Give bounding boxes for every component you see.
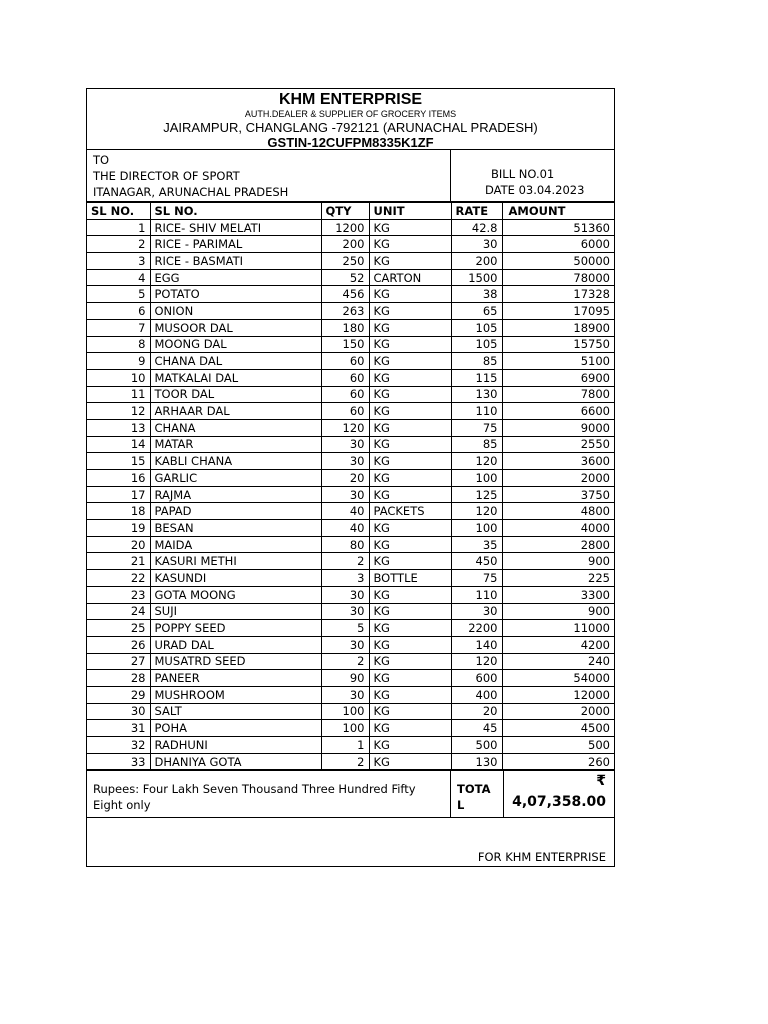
- item-name: CHANA: [150, 419, 321, 436]
- item-serial: 9: [87, 353, 150, 370]
- item-unit: KG: [369, 737, 451, 754]
- item-serial: 18: [87, 503, 150, 520]
- item-amount: 11000: [502, 620, 614, 637]
- item-serial: 3: [87, 253, 150, 270]
- item-qty: 120: [321, 419, 369, 436]
- item-rate: 85: [451, 436, 502, 453]
- recipient-name: THE DIRECTOR OF SPORT: [93, 169, 240, 183]
- column-header: UNIT: [369, 203, 451, 220]
- item-qty: 5: [321, 620, 369, 637]
- item-name: RAJMA: [150, 486, 321, 503]
- item-unit: KG: [369, 753, 451, 770]
- item-unit: KG: [369, 353, 451, 370]
- item-unit: KG: [369, 553, 451, 570]
- column-header: QTY: [321, 203, 369, 220]
- bill-number: BILL NO.01: [491, 167, 555, 181]
- bill-date: DATE 03.04.2023: [485, 183, 585, 197]
- item-unit: KG: [369, 686, 451, 703]
- amount-in-words: Rupees: Four Lakh Seven Thousand Three Hundred Fifty Eight only: [93, 782, 416, 813]
- item-amount: 51360: [502, 219, 614, 236]
- table-row: [87, 369, 614, 386]
- table-row: [87, 720, 614, 737]
- item-unit: KG: [369, 536, 451, 553]
- item-rate: 600: [451, 670, 502, 687]
- table-row: [87, 253, 614, 270]
- item-rate: 120: [451, 453, 502, 470]
- item-qty: 2: [321, 653, 369, 670]
- item-amount: 9000: [502, 419, 614, 436]
- item-qty: 200: [321, 236, 369, 253]
- item-unit: CARTON: [369, 269, 451, 286]
- item-name: DHANIYA GOTA: [150, 753, 321, 770]
- table-row: [87, 553, 614, 570]
- item-unit: KG: [369, 486, 451, 503]
- item-amount: 2550: [502, 436, 614, 453]
- item-qty: 100: [321, 720, 369, 737]
- item-amount: 2000: [502, 703, 614, 720]
- item-name: ONION: [150, 303, 321, 320]
- item-name: EGG: [150, 269, 321, 286]
- table-header-row: [87, 203, 614, 220]
- item-name: RICE - BASMATI: [150, 253, 321, 270]
- item-rate: 130: [451, 386, 502, 403]
- item-unit: KG: [369, 636, 451, 653]
- item-rate: 100: [451, 520, 502, 537]
- item-unit: KG: [369, 303, 451, 320]
- item-qty: 30: [321, 436, 369, 453]
- item-amount: 4500: [502, 720, 614, 737]
- item-rate: 30: [451, 236, 502, 253]
- item-qty: 40: [321, 503, 369, 520]
- item-serial: 4: [87, 269, 150, 286]
- item-amount: 3300: [502, 586, 614, 603]
- items-table: [87, 202, 614, 770]
- table-row: [87, 269, 614, 286]
- item-qty: 2: [321, 753, 369, 770]
- item-rate: 110: [451, 586, 502, 603]
- table-row: [87, 436, 614, 453]
- table-row: [87, 353, 614, 370]
- item-name: RADHUNI: [150, 737, 321, 754]
- item-rate: 140: [451, 636, 502, 653]
- table-row: [87, 737, 614, 754]
- item-qty: 30: [321, 603, 369, 620]
- item-unit: KG: [369, 386, 451, 403]
- item-unit: BOTTLE: [369, 570, 451, 587]
- item-name: RICE- SHIV MELATI: [150, 219, 321, 236]
- item-unit: KG: [369, 419, 451, 436]
- total-label: TOTAL: [457, 782, 491, 813]
- item-name: SALT: [150, 703, 321, 720]
- item-amount: 3750: [502, 486, 614, 503]
- item-serial: 21: [87, 553, 150, 570]
- item-rate: 105: [451, 319, 502, 336]
- item-unit: KG: [369, 620, 451, 637]
- item-unit: KG: [369, 470, 451, 487]
- item-serial: 5: [87, 286, 150, 303]
- item-qty: 30: [321, 586, 369, 603]
- item-unit: KG: [369, 720, 451, 737]
- item-amount: 500: [502, 737, 614, 754]
- item-serial: 19: [87, 520, 150, 537]
- item-serial: 29: [87, 686, 150, 703]
- item-rate: 500: [451, 737, 502, 754]
- item-qty: 60: [321, 353, 369, 370]
- table-row: [87, 603, 614, 620]
- table-row: [87, 453, 614, 470]
- item-name: SUJI: [150, 603, 321, 620]
- item-name: MAIDA: [150, 536, 321, 553]
- item-serial: 2: [87, 236, 150, 253]
- signature-row: [87, 817, 614, 866]
- table-row: [87, 753, 614, 770]
- item-amount: 260: [502, 753, 614, 770]
- item-serial: 24: [87, 603, 150, 620]
- invoice-header: [87, 89, 614, 150]
- item-rate: 1500: [451, 269, 502, 286]
- item-amount: 15750: [502, 336, 614, 353]
- item-rate: 30: [451, 603, 502, 620]
- item-name: GOTA MOONG: [150, 586, 321, 603]
- table-row: [87, 219, 614, 236]
- table-row: [87, 503, 614, 520]
- item-name: ARHAAR DAL: [150, 403, 321, 420]
- item-name: MOONG DAL: [150, 336, 321, 353]
- item-rate: 200: [451, 253, 502, 270]
- table-row: [87, 470, 614, 487]
- item-amount: 4200: [502, 636, 614, 653]
- item-unit: KG: [369, 670, 451, 687]
- item-qty: 3: [321, 570, 369, 587]
- item-unit: KG: [369, 319, 451, 336]
- item-unit: KG: [369, 453, 451, 470]
- item-rate: 45: [451, 720, 502, 737]
- column-header: SL NO.: [150, 203, 321, 220]
- item-unit: KG: [369, 236, 451, 253]
- recipient-block: [87, 150, 614, 202]
- item-serial: 11: [87, 386, 150, 403]
- item-rate: 75: [451, 570, 502, 587]
- item-qty: 263: [321, 303, 369, 320]
- table-row: [87, 670, 614, 687]
- item-amount: 18900: [502, 319, 614, 336]
- item-amount: 7800: [502, 386, 614, 403]
- item-rate: 450: [451, 553, 502, 570]
- item-amount: 3600: [502, 453, 614, 470]
- signature-label: FOR KHM ENTERPRISE: [477, 850, 606, 865]
- item-rate: 105: [451, 336, 502, 353]
- item-rate: 110: [451, 403, 502, 420]
- item-rate: 130: [451, 753, 502, 770]
- item-amount: 2000: [502, 470, 614, 487]
- item-amount: 54000: [502, 670, 614, 687]
- item-serial: 6: [87, 303, 150, 320]
- items-body: [87, 219, 614, 770]
- item-rate: 100: [451, 470, 502, 487]
- table-row: [87, 536, 614, 553]
- item-unit: PACKETS: [369, 503, 451, 520]
- item-rate: 35: [451, 536, 502, 553]
- item-name: MUSATRD SEED: [150, 653, 321, 670]
- item-amount: 225: [502, 570, 614, 587]
- item-amount: 6900: [502, 369, 614, 386]
- item-amount: 78000: [502, 269, 614, 286]
- table-row: [87, 486, 614, 503]
- grand-total: 4,07,358.00: [512, 794, 606, 811]
- recipient-location: ITANAGAR, ARUNACHAL PRADESH: [93, 185, 289, 199]
- table-row: [87, 403, 614, 420]
- item-unit: KG: [369, 219, 451, 236]
- item-name: PAPAD: [150, 503, 321, 520]
- item-serial: 31: [87, 720, 150, 737]
- item-name: MATKALAI DAL: [150, 369, 321, 386]
- table-row: [87, 520, 614, 537]
- item-name: CHANA DAL: [150, 353, 321, 370]
- item-amount: 240: [502, 653, 614, 670]
- recipient-address: [93, 152, 288, 200]
- item-rate: 2200: [451, 620, 502, 637]
- item-qty: 30: [321, 453, 369, 470]
- item-qty: 30: [321, 486, 369, 503]
- recipient-to: TO: [93, 153, 110, 167]
- company-tagline: AUTH.DEALER & SUPPLIER OF GROCERY ITEMS: [244, 109, 457, 119]
- rupee-symbol: ₹: [596, 773, 606, 790]
- item-rate: 42.8: [451, 219, 502, 236]
- item-serial: 30: [87, 703, 150, 720]
- item-qty: 180: [321, 319, 369, 336]
- item-qty: 100: [321, 703, 369, 720]
- item-unit: KG: [369, 603, 451, 620]
- item-unit: KG: [369, 703, 451, 720]
- item-name: GARLIC: [150, 470, 321, 487]
- item-qty: 456: [321, 286, 369, 303]
- item-name: RICE - PARIMAL: [150, 236, 321, 253]
- item-qty: 30: [321, 686, 369, 703]
- item-serial: 1: [87, 219, 150, 236]
- item-rate: 20: [451, 703, 502, 720]
- total-row: [87, 770, 614, 817]
- bill-info: [450, 150, 616, 201]
- table-row: [87, 686, 614, 703]
- item-qty: 1200: [321, 219, 369, 236]
- item-amount: 4000: [502, 520, 614, 537]
- item-name: KASURI METHI: [150, 553, 321, 570]
- table-row: [87, 236, 614, 253]
- item-name: KASUNDI: [150, 570, 321, 587]
- item-serial: 22: [87, 570, 150, 587]
- item-name: TOOR DAL: [150, 386, 321, 403]
- table-row: [87, 703, 614, 720]
- table-row: [87, 636, 614, 653]
- item-name: POHA: [150, 720, 321, 737]
- table-row: [87, 620, 614, 637]
- item-rate: 120: [451, 503, 502, 520]
- company-gstin: GSTIN-12CUFPM8335K1ZF: [267, 135, 434, 150]
- item-amount: 17328: [502, 286, 614, 303]
- item-serial: 14: [87, 436, 150, 453]
- column-header: SL NO.: [87, 203, 150, 220]
- item-qty: 60: [321, 403, 369, 420]
- item-serial: 32: [87, 737, 150, 754]
- item-unit: KG: [369, 586, 451, 603]
- item-unit: KG: [369, 253, 451, 270]
- item-amount: 900: [502, 553, 614, 570]
- item-unit: KG: [369, 369, 451, 386]
- item-serial: 27: [87, 653, 150, 670]
- item-unit: KG: [369, 520, 451, 537]
- item-qty: 150: [321, 336, 369, 353]
- item-unit: KG: [369, 336, 451, 353]
- table-row: [87, 570, 614, 587]
- total-label-cell: [450, 771, 504, 817]
- item-amount: 6000: [502, 236, 614, 253]
- item-serial: 25: [87, 620, 150, 637]
- item-rate: 400: [451, 686, 502, 703]
- column-header: AMOUNT: [502, 203, 614, 220]
- item-name: POPPY SEED: [150, 620, 321, 637]
- item-serial: 28: [87, 670, 150, 687]
- table-row: [87, 419, 614, 436]
- item-amount: 50000: [502, 253, 614, 270]
- table-row: [87, 336, 614, 353]
- item-amount: 2800: [502, 536, 614, 553]
- item-serial: 8: [87, 336, 150, 353]
- item-name: URAD DAL: [150, 636, 321, 653]
- table-row: [87, 653, 614, 670]
- item-serial: 13: [87, 419, 150, 436]
- item-qty: 30: [321, 636, 369, 653]
- item-rate: 115: [451, 369, 502, 386]
- item-serial: 16: [87, 470, 150, 487]
- item-name: KABLI CHANA: [150, 453, 321, 470]
- item-rate: 65: [451, 303, 502, 320]
- item-qty: 20: [321, 470, 369, 487]
- item-qty: 60: [321, 369, 369, 386]
- item-qty: 250: [321, 253, 369, 270]
- item-name: MATAR: [150, 436, 321, 453]
- item-rate: 85: [451, 353, 502, 370]
- item-qty: 90: [321, 670, 369, 687]
- item-amount: 4800: [502, 503, 614, 520]
- item-serial: 26: [87, 636, 150, 653]
- item-qty: 60: [321, 386, 369, 403]
- item-qty: 80: [321, 536, 369, 553]
- item-amount: 6600: [502, 403, 614, 420]
- column-header: RATE: [451, 203, 502, 220]
- item-serial: 12: [87, 403, 150, 420]
- item-name: PANEER: [150, 670, 321, 687]
- table-row: [87, 386, 614, 403]
- item-amount: 900: [502, 603, 614, 620]
- item-serial: 17: [87, 486, 150, 503]
- item-rate: 75: [451, 419, 502, 436]
- item-qty: 2: [321, 553, 369, 570]
- table-row: [87, 303, 614, 320]
- company-name: KHM ENTERPRISE: [278, 91, 423, 108]
- item-serial: 10: [87, 369, 150, 386]
- item-amount: 5100: [502, 353, 614, 370]
- item-amount: 12000: [502, 686, 614, 703]
- item-rate: 120: [451, 653, 502, 670]
- item-serial: 7: [87, 319, 150, 336]
- item-qty: 1: [321, 737, 369, 754]
- item-unit: KG: [369, 403, 451, 420]
- item-amount: 17095: [502, 303, 614, 320]
- item-serial: 15: [87, 453, 150, 470]
- item-unit: KG: [369, 436, 451, 453]
- company-address: JAIRAMPUR, CHANGLANG -792121 (ARUNACHAL PRADESH): [163, 120, 538, 135]
- item-serial: 23: [87, 586, 150, 603]
- item-unit: KG: [369, 653, 451, 670]
- item-name: MUSHROOM: [150, 686, 321, 703]
- item-rate: 38: [451, 286, 502, 303]
- item-qty: 40: [321, 520, 369, 537]
- item-qty: 52: [321, 269, 369, 286]
- item-serial: 33: [87, 753, 150, 770]
- table-row: [87, 319, 614, 336]
- table-row: [87, 586, 614, 603]
- item-rate: 125: [451, 486, 502, 503]
- item-unit: KG: [369, 286, 451, 303]
- item-name: BESAN: [150, 520, 321, 537]
- invoice: [86, 88, 615, 867]
- item-name: MUSOOR DAL: [150, 319, 321, 336]
- item-name: POTATO: [150, 286, 321, 303]
- item-serial: 20: [87, 536, 150, 553]
- table-row: [87, 286, 614, 303]
